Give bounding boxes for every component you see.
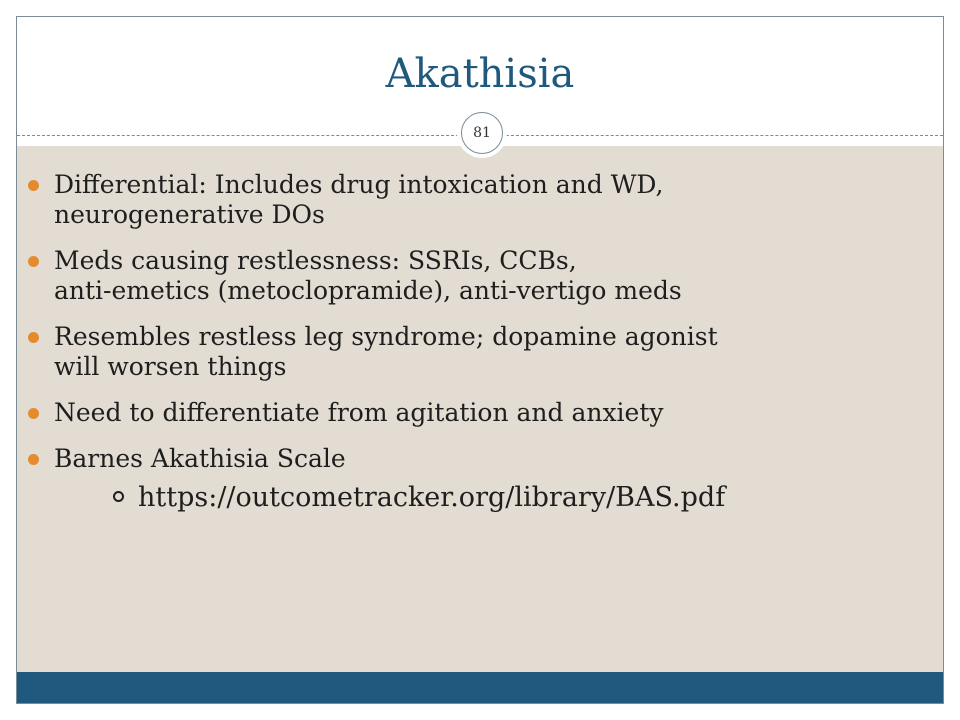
bullet-text: Resembles restless leg syndrome; dopamine agonist [54,322,718,351]
sub-bullet-item [54,482,888,514]
bullet-text: Differential: Includes drug intoxication and WD, [54,170,664,199]
page-number-badge: 81 [461,112,503,154]
bullet-dot-icon [28,408,39,419]
bullet-dot-icon [28,180,39,191]
bullet-list [0,170,928,530]
bas-link[interactable]: https://outcometracker.org/library/BAS.pdf [138,482,726,513]
bullet-text-continued: will worsen things [54,352,287,381]
bullet-item [0,322,928,382]
bullet-item [0,444,928,514]
bullet-item [0,246,928,306]
slide-title: Akathisia [385,51,575,97]
bullet-text-continued: anti-emetics (metoclopramide), anti-vertigo meds [54,276,682,305]
bullet-text: Need to differentiate from agitation and anxiety [54,398,664,427]
bullet-dot-icon [28,332,39,343]
bullet-text-continued: neurogenerative DOs [54,200,325,229]
bullet-text: Meds causing restlessness: SSRIs, CCBs, [54,246,577,275]
bullet-dot-icon [28,256,39,267]
bullet-item [0,398,928,428]
bullet-text: Barnes Akathisia Scale [54,444,346,473]
footer-bar [17,672,943,703]
bullet-item [0,170,928,230]
bullet-dot-icon [28,454,39,465]
hollow-circle-bullet-icon [113,491,124,502]
